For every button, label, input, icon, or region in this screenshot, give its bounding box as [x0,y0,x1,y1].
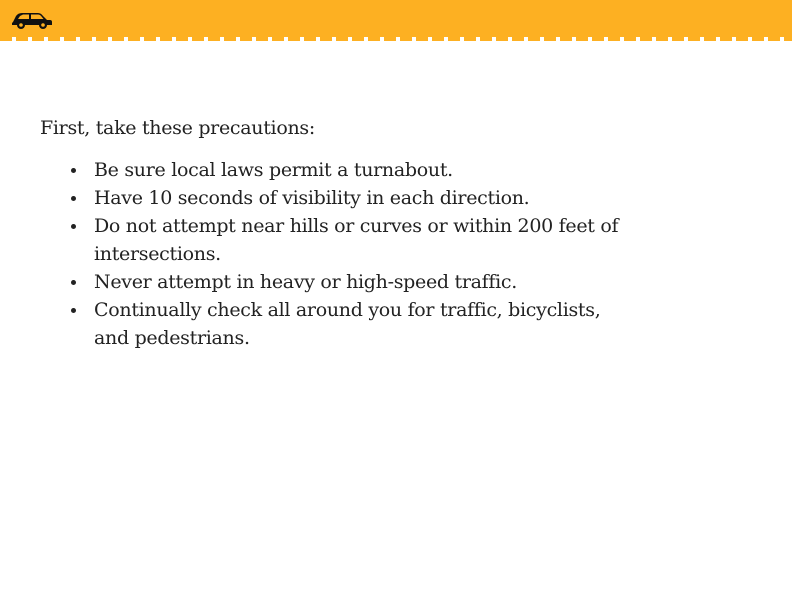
list-item [70,156,630,184]
list-item-text: Be sure local laws permit a turnabout. [94,159,453,181]
list-item-text: Do not attempt near hills or curves or within 200 feet of intersections. [94,215,619,265]
list-item-text: Have 10 seconds of visibility in each direction. [94,187,530,209]
header-dashed-border [0,37,792,41]
header-bar [0,0,792,37]
list-item [70,296,630,352]
bullet-icon [71,168,76,173]
list-item [70,212,630,268]
bullet-icon [71,224,76,229]
list-item-text: Never attempt in heavy or high-speed traffic. [94,271,517,293]
list-item-text: Continually check all around you for traffic, bicyclists, and pedestrians. [94,299,601,349]
bullet-icon [71,308,76,313]
precautions-list [70,156,630,352]
list-item [70,268,630,296]
bullet-icon [71,280,76,285]
car-icon [10,8,54,30]
bullet-icon [71,196,76,201]
intro-text: First, take these precautions: [40,117,315,139]
list-item [70,184,630,212]
